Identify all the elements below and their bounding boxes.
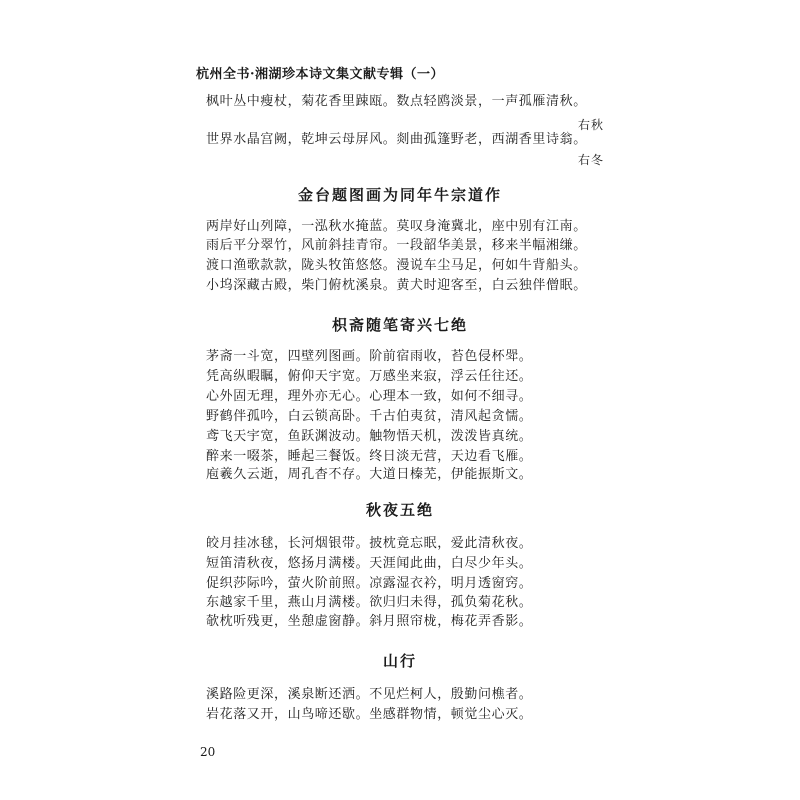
- poem-line: 岩花落又开，山鸟啼还歇。坐感群物情，顿觉尘心灭。: [206, 707, 533, 722]
- poem-line: 枫叶丛中瘦杖，菊花香里踈瓯。数点轻鸥淡景，一声孤雁清秋。: [206, 94, 587, 109]
- poem-title: 秋夜五绝: [365, 501, 434, 519]
- poem-signature: 右秋: [577, 118, 604, 132]
- poem-line: 小坞深藏古殿，柴门俯枕溪泉。黄犬时迎客至，白云独伴僧眠。: [206, 278, 587, 293]
- poem-line: 凭高纵暇瞩，俯仰天宇宽。万感坐来寂，浮云任往还。: [206, 369, 533, 384]
- poem-line: 短笛清秋夜，悠扬月满楼。天涯闻此曲，白尽少年头。: [206, 556, 533, 571]
- running-head: 杭州全书·湘湖珍本诗文集文献专辑（一）: [196, 67, 445, 82]
- poem-line: 庖羲久云逝，周孔杳不存。大道日榛芜，伊能振斯文。: [206, 467, 533, 482]
- poem-line: 野鹤伴孤吟，白云锁高卧。千古伯夷贫，清风起贪懦。: [206, 409, 533, 424]
- poem-line: 渡口渔歌款款，陇头牧笛悠悠。漫说车尘马足，何如牛背船头。: [206, 258, 587, 273]
- poem-line: 茅斋一斗宽，四壁列图画。阶前宿雨收，苔色侵杯斝。: [206, 349, 533, 364]
- poem-line: 心外固无理，理外亦无心。心理本一致，如何不细寻。: [206, 389, 533, 404]
- poem-title: 金台题图画为同年牛宗道作: [297, 186, 502, 204]
- poem-line: 雨后平分翠竹，风前斜挂青帘。一段韶华美景，移来半幅湘缣。: [206, 238, 587, 253]
- poem-line: 世界水晶宫阙，乾坤云母屏风。剡曲孤篷野老，西湖香里诗翁。: [206, 132, 587, 147]
- poem-line: 东越家千里，燕山月满楼。欲归归未得，孤负菊花秋。: [206, 595, 533, 610]
- poem-line: 两岸好山列障，一泓秋水掩蓝。莫叹身淹冀北，座中别有江南。: [206, 219, 587, 234]
- poem-line: 欹枕听残更，坐憩虚窗静。斜月照帘栊，梅花弄香影。: [206, 614, 533, 629]
- poem-line: 醉来一啜茶，睡起三餐饭。终日淡无营，天边看飞雁。: [206, 449, 533, 464]
- poem-title: 枳斋随笔寄兴七绝: [331, 316, 468, 334]
- poem-line: 溪路险更深，溪泉断还洒。不见烂柯人，殷勤问樵者。: [206, 687, 533, 702]
- poem-line: 皎月挂冰毬，长河烟银带。披枕竟忘眠，爱此清秋夜。: [206, 536, 533, 551]
- poem-signature: 右冬: [577, 153, 604, 167]
- poem-line: 鸢飞天宇宽，鱼跃渊波动。触物悟天机，泼泼皆真统。: [206, 429, 533, 444]
- page-number: 20: [200, 745, 216, 759]
- poem-title: 山行: [382, 652, 417, 670]
- poem-line: 促织莎际吟，萤火阶前照。凉露湿衣衿，明月透窗窍。: [206, 576, 533, 591]
